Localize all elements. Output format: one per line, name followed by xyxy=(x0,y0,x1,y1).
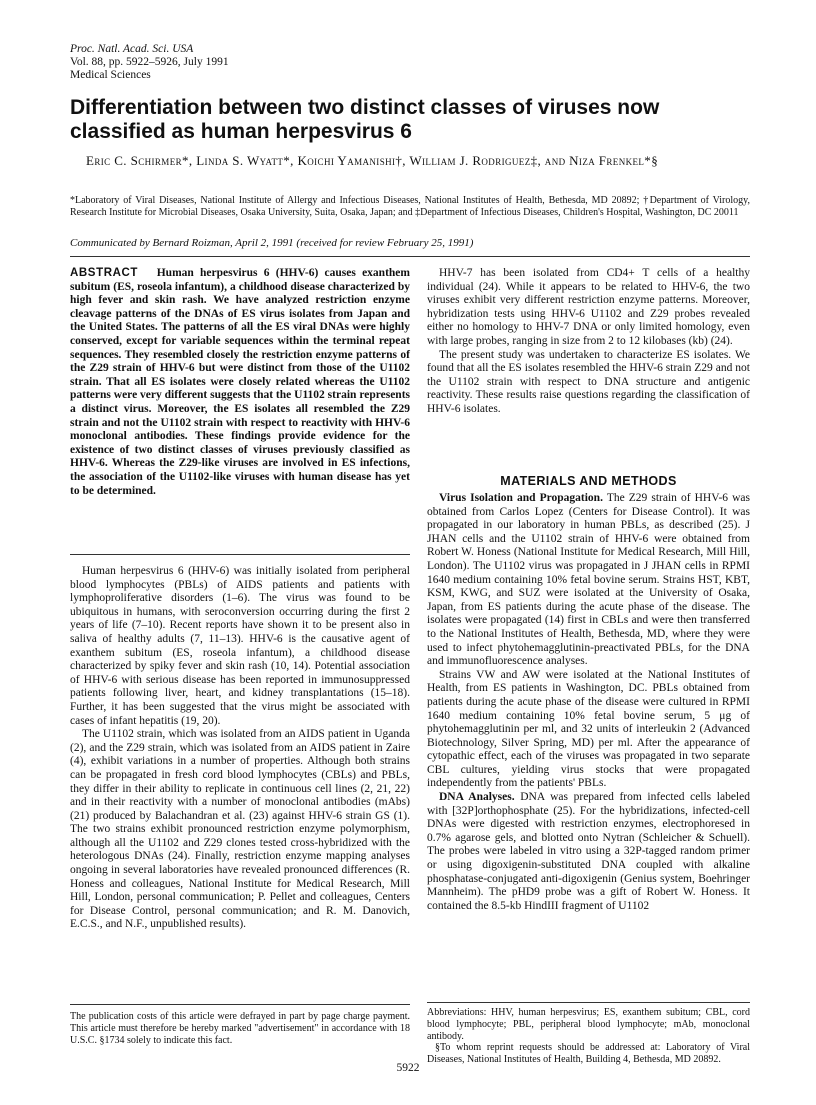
run-in-heading: DNA Analyses. xyxy=(439,791,515,804)
journal-header xyxy=(70,43,229,82)
right-introduction xyxy=(427,267,750,417)
methods-text: The Z29 strain of HHV-6 was obtained from Carlos Lopez (Centers for Disease Control). It was propagated in our laboratory in human PBLs, as described (25). J JHAN cells and the U1102 strain of HHV-6 were obtained from Robert W. Honess (National Institute for Medical Research, Mill Hill, London). The U1102 virus was propagated in J JHAN cells in RPMI 1640 medium containing 10% fetal bovine serum. Strains HST, KBT, KSM, KWG, and SUZ were isolated at the University of Osaka, Japan, from ES patients during the acute phase of the disease. The isolates were propagated (14) first in CBLs and were then transferred to the National Institutes of Health, Bethesda, MD, where they were used to infect phytohemagglutinin-preactivated PBLs, for the DNA and immunofluorescence analyses. xyxy=(427,492,750,668)
methods-paragraph: Strains VW and AW were isolated at the National Institutes of Health, from ES patients in Washington, DC. PBLs obtained from patients during the acute phase of the disease were cultured in RPMI 1640 medium containing 10% fetal bovine serum, 5 μg of phytohemagglutinin per ml, and 32 units of interleukin 2 (Advanced Biotechnology, Silver Spring, MD) per ml. After the appearance of cytopathic effect, each of the viruses was propagated in two separate CBL cultures, yielding virus stocks that were propagated independently from the patients' PBLs. xyxy=(427,668,750,790)
page-number: 5922 xyxy=(396,1062,420,1074)
intro-paragraph: The present study was undertaken to characterize ES isolates. We found that all the ES isolates resembled the HHV-6 strain Z29 and not the U1102 strain with respect to DNA structure and antigenic reactivity. These results raise questions regarding the classification of HHV-6 isolates. xyxy=(427,348,750,415)
abbreviations-footnote xyxy=(427,1007,750,1066)
abbreviations: Abbreviations: HHV, human herpesvirus; ES, exanthem subitum; CBL, cord blood lymphocyte; PBL, peripheral blood lymphocyte; mAb, monoclonal antibody. xyxy=(427,1007,750,1042)
methods-text: DNA was prepared from infected cells labeled with [32P]orthophosphate (25). For the hybridizations, infected-cell DNAs were digested with restriction enzymes, electrophoresed in 0.7% agarose gels, and blotted onto Nytran (Schleicher & Schuell). The probes were labeled in vitro using a 32P-tagged random primer or using digoxigenin-substituted DNA coupled with alkaline phosphatase-conjugated anti-digoxigenin (Genius system, Boehringer Mannheim). The pHD9 probe was a gift of Robert W. Honess. It contained the 8.5-kb HindIII fragment of U1102 xyxy=(427,791,750,912)
abstract-divider xyxy=(70,554,410,555)
header-divider xyxy=(70,256,750,257)
reprint-footnote: §To whom reprint requests should be addressed at: Laboratory of Viral Diseases, National Institutes of Health, Building 4, Bethesda, MD 20892. xyxy=(427,1042,750,1066)
author-list: Eric C. Schirmer*, Linda S. Wyatt*, Koichi Yamanishi†, William J. Rodriguez‡, and Niza Frenkel*§ xyxy=(86,153,659,168)
paper-title: Differentiation between two distinct classes of viruses now classified as human herpesvirus 6 xyxy=(70,96,660,143)
publication-cost-footnote: The publication costs of this article were defrayed in part by page charge payment. This article must therefore be hereby marked "advertisement" in accordance with 18 U.S.C. §1734 solely to indicate this fact. xyxy=(70,1011,410,1046)
volume-line: Vol. 88, pp. 5922–5926, July 1991 xyxy=(70,56,229,68)
methods-paragraph xyxy=(427,492,750,669)
abbreviations-divider xyxy=(427,1002,750,1003)
affiliations: *Laboratory of Viral Diseases, National Institute of Allergy and Infectious Diseases, National Institutes of Health, Bethesda, MD 20892; †Department of Virology, Research Institute for Microbial Diseases, Osaka University, Suita, Osaka, Japan; and ‡Department of Infectious Diseases, Children's Hospital, Washington, DC 20011 xyxy=(70,195,750,218)
intro-paragraph: The U1102 strain, which was isolated from an AIDS patient in Uganda (2), and the Z29 strain, which was isolated from an AIDS patient in Zaire (4), exhibit variations in a number of properties. Although both strains can be propagated in fresh cord blood lymphocytes (CBLs) and PBLs, they differ in their ability to replicate in continuous cell lines (2, 21, 22) and in their reactivity with a number of monoclonal antibodies (mAbs) (21) produced by Balachandran et al. (23) against HHV-6 strain GS (1). The two strains exhibit pronounced restriction enzyme polymorphism, although all the U1102 and Z29 clones tested cross-hybridized with the heterologous DNAs (24). Finally, restriction enzyme mapping analyses ongoing in several laboratories have revealed pronounced differences (R. Honess and colleagues, National Institute for Medical Research, Mill Hill, London, personal communication; P. Pellet and colleagues, Centers for Disease Control, personal communication; and R. M. Danovich, E.C.S., and N.F., unpublished results). xyxy=(70,728,410,931)
journal-name: Proc. Natl. Acad. Sci. USA xyxy=(70,43,194,55)
abstract xyxy=(70,267,410,498)
footnote-divider xyxy=(70,1004,410,1005)
intro-paragraph: HHV-7 has been isolated from CD4+ T cells of a healthy individual (24). While it appears to be related to HHV-6, the two viruses exhibit very different restriction enzyme patterns. Moreover, hybridization tests using HHV-6 U1102 and Z29 probes revealed either no homology to HHV-7 DNA or only limited homology, even with large probes, ranging in size from 2 to 12 kilobases (kb) (24). xyxy=(427,267,750,347)
methods-paragraph xyxy=(427,791,750,913)
abstract-text: Human herpesvirus 6 (HHV-6) causes exanthem subitum (ES, roseola infantum), a childhood disease characterized by high fever and skin rash. We have analyzed restriction enzyme cleavage patterns of the DNAs of ES virus isolates from Japan and the United States. The patterns of all the ES viral DNAs were highly conserved, except for variable sequences within the terminal repeat sequences. They resembled closely the restriction enzyme patterns of the Z29 strain of HHV-6 but were distinct from those of the U1102 strain. That all ES isolates were closely related whereas the U1102 patterns were very different suggests that the U1102 strain represents a distinct virus. Moreover, the ES isolates all resembled the Z29 strain and not the U1102 strain with respect to reactivity with HHV-6 monoclonal antibodies. These findings provide evidence for the existence of two distinct classes of viruses previously classified as HHV-6. Whereas the Z29-like viruses are involved in ES infections, the association of the U1102-like viruses with human disease has yet to be determined. xyxy=(70,267,410,497)
abstract-label: ABSTRACT xyxy=(70,267,139,279)
run-in-heading: Virus Isolation and Propagation. xyxy=(439,492,603,504)
methods-heading: MATERIALS AND METHODS xyxy=(500,474,677,488)
introduction xyxy=(70,565,410,932)
intro-paragraph: Human herpesvirus 6 (HHV-6) was initially isolated from peripheral blood lymphocytes (PBLs) of AIDS patients and patients with lymphoproliferative disorders (1–6). The virus was found to be ubiquitous in humans, with seroconversion occurring during the first 2 years of life (7–10). Recent reports have shown it to be present also in saliva of healthy adults (7, 11–13). HHV-6 is the causative agent of exanthem subitum (ES, roseola infantum), a childhood disease characterized by spiky fever and skin rash (10, 14). Potential association of HHV-6 with serious disease has been reported in immunosuppressed patients following liver, heart, and kidney transplantations (15–18). Further, it has been suggested that the virus might be associated with cases of infant hepatitis (19, 20). xyxy=(70,565,410,727)
methods-section xyxy=(427,492,750,913)
communicated-line: Communicated by Bernard Roizman, April 2, 1991 (received for review February 25, 1991) xyxy=(70,237,474,249)
section-name: Medical Sciences xyxy=(70,69,151,81)
